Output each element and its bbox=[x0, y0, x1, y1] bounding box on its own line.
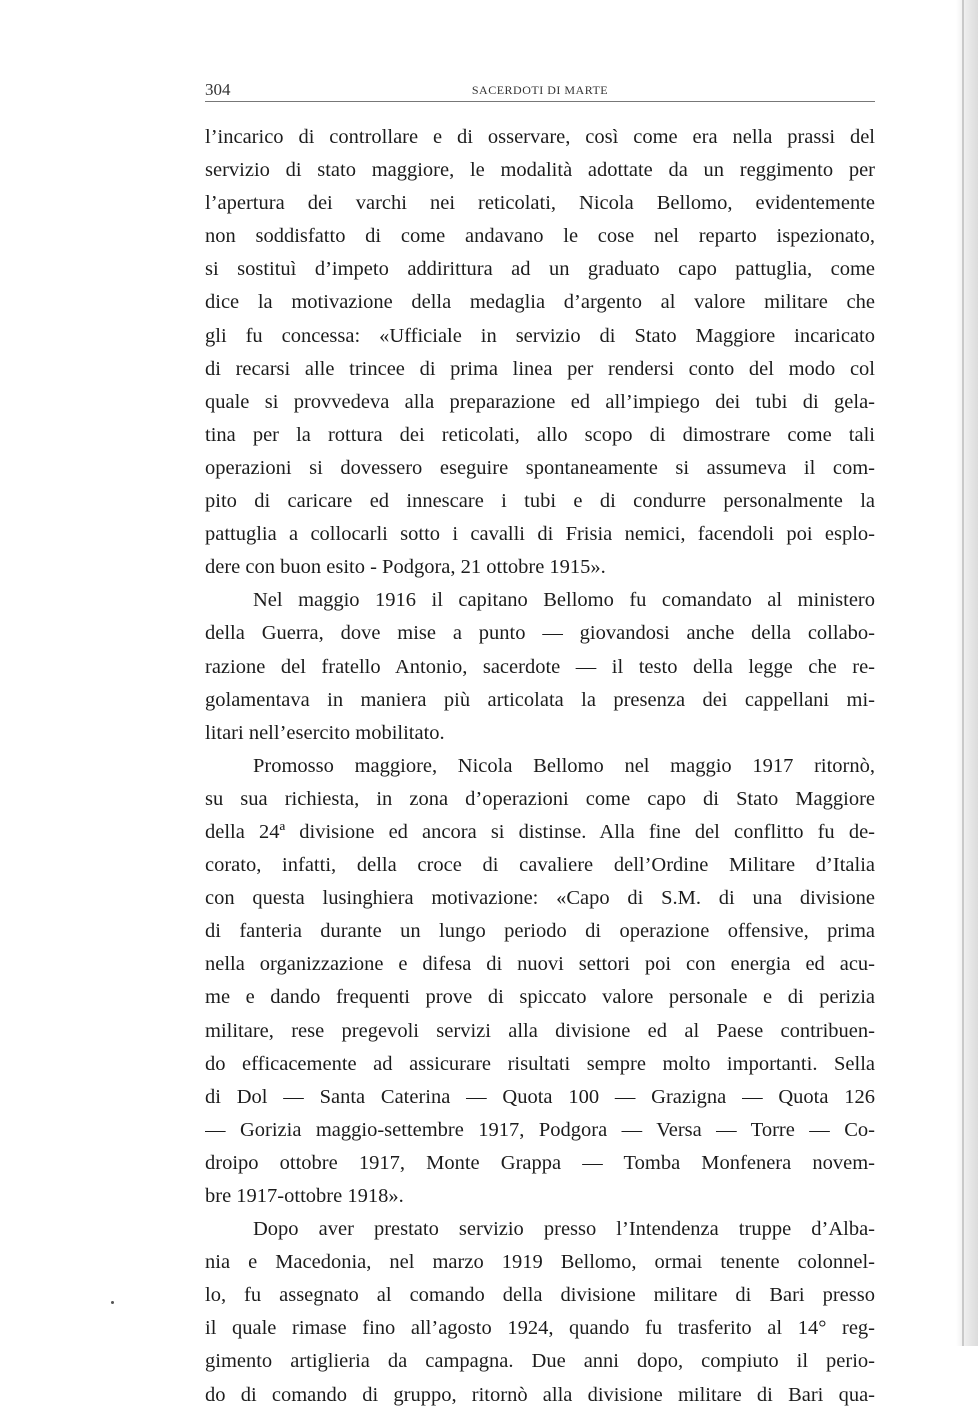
text-line: litari nell’esercito mobilitato. bbox=[205, 721, 445, 744]
text-line: di Dol — Santa Caterina — Quota 100 — Grazigna — Quota 126 bbox=[205, 1085, 875, 1108]
running-title: SACERDOTI DI MARTE bbox=[471, 83, 609, 97]
text-line: militare, rese pregevoli servizi alla divisione ed al Paese contribuen- bbox=[205, 1019, 875, 1042]
text-line: corato, infatti, della croce di cavaliere dell’Ordine Militare d’Italia bbox=[205, 854, 875, 877]
page-number: 304 bbox=[205, 80, 231, 99]
header-rule bbox=[205, 101, 875, 102]
text-line: tina per la rottura dei reticolati, allo scopo di dimostrare come tali bbox=[205, 423, 875, 446]
text-line: non soddisfatto di come andavano le cose nel reparto ispezionato, bbox=[205, 225, 875, 248]
text-line: razione del fratello Antonio, sacerdote — il testo della legge che re- bbox=[205, 655, 875, 678]
text-line: quale si provvedeva alla preparazione ed all’impiego dei tubi di gela- bbox=[205, 390, 875, 413]
text-line: dice la motivazione della medaglia d’argento al valore militare che bbox=[205, 291, 875, 314]
text-line: me e dando frequenti prove di spiccato valore personale e di perizia bbox=[205, 986, 875, 1009]
text-line: l’incarico di controllare e di osservare, così come era nella prassi del bbox=[205, 126, 875, 148]
text-line: dere con buon esito - Podgora, 21 ottobre 1915». bbox=[205, 556, 606, 579]
text-line: servizio di stato maggiore, le modalità adottate da un reggimento per bbox=[205, 159, 875, 182]
page-edge-line bbox=[962, 0, 964, 1346]
text-line: della Guerra, dove mise a punto — giovandosi anche della collabo- bbox=[205, 622, 875, 645]
text-line: nia e Macedonia, nel marzo 1919 Bellomo, ormai tenente colonnel- bbox=[205, 1251, 875, 1274]
text-line: nella organizzazione e difesa di nuovi settori poi con energia ed acu- bbox=[205, 953, 875, 976]
text-line: gimento artiglieria da campagna. Due anni dopo, compiuto il perio- bbox=[205, 1350, 875, 1373]
text-line: l’apertura dei varchi nei reticolati, Nicola Bellomo, evidentemente bbox=[205, 192, 875, 215]
text-line: della 24ª divisione ed ancora si distinse. Alla fine del conflitto fu de- bbox=[205, 820, 875, 843]
text-line: con questa lusinghiera motivazione: «Capo di S.M. di una divisione bbox=[205, 887, 875, 910]
text-line: droipo ottobre 1917, Monte Grappa — Tomba Monfenera novem- bbox=[205, 1151, 875, 1174]
scan-speck bbox=[111, 1301, 114, 1304]
text-line: do di comando di gruppo, ritornò alla divisione militare di Bari qua- bbox=[205, 1383, 875, 1406]
text-line: su sua richiesta, in zona d’operazioni come capo di Stato Maggiore bbox=[205, 787, 875, 810]
body-text bbox=[205, 121, 875, 1412]
text-line: bre 1917-ottobre 1918». bbox=[205, 1185, 404, 1207]
paragraph-first-line: Promosso maggiore, Nicola Bellomo nel maggio 1917 ritornò, bbox=[253, 754, 875, 777]
text-line: operazioni si dovessero eseguire spontaneamente si assumeva il com- bbox=[205, 456, 875, 479]
text-line: do efficacemente ad assicurare risultati sempre molto importanti. Sella bbox=[205, 1052, 875, 1075]
paragraph-first-line: Dopo aver prestato servizio presso l’Intendenza truppe d’Alba- bbox=[253, 1218, 875, 1241]
text-line: di recarsi alle trincee di prima linea per rendersi conto del modo col bbox=[205, 357, 875, 380]
page-edge-shadow bbox=[956, 0, 978, 1346]
text-line: il quale rimase fino all’agosto 1924, quando fu trasferito al 14° reg- bbox=[205, 1317, 875, 1340]
text-line: golamentava in maniera più articolata la presenza dei cappellani mi- bbox=[205, 688, 875, 711]
text-line: pito di caricare ed innescare i tubi e di condurre personalmente la bbox=[205, 490, 875, 513]
text-line: — Gorizia maggio-settembre 1917, Podgora — Versa — Torre — Co- bbox=[205, 1118, 875, 1141]
paragraph-first-line: Nel maggio 1916 il capitano Bellomo fu comandato al ministero bbox=[253, 589, 875, 612]
page-header bbox=[205, 80, 875, 102]
text-line: lo, fu assegnato al comando della divisione militare di Bari presso bbox=[205, 1284, 875, 1307]
text-line: gli fu concessa: «Ufficiale in servizio di Stato Maggiore incaricato bbox=[205, 324, 875, 347]
text-line: pattuglia a collocarli sotto i cavalli di Frisia nemici, facendoli poi esplo- bbox=[205, 523, 875, 546]
text-line: di fanteria durante un lungo periodo di operazione offensive, prima bbox=[205, 920, 875, 943]
text-line: si sostituì d’impeto addirittura ad un graduato capo pattuglia, come bbox=[205, 258, 875, 281]
